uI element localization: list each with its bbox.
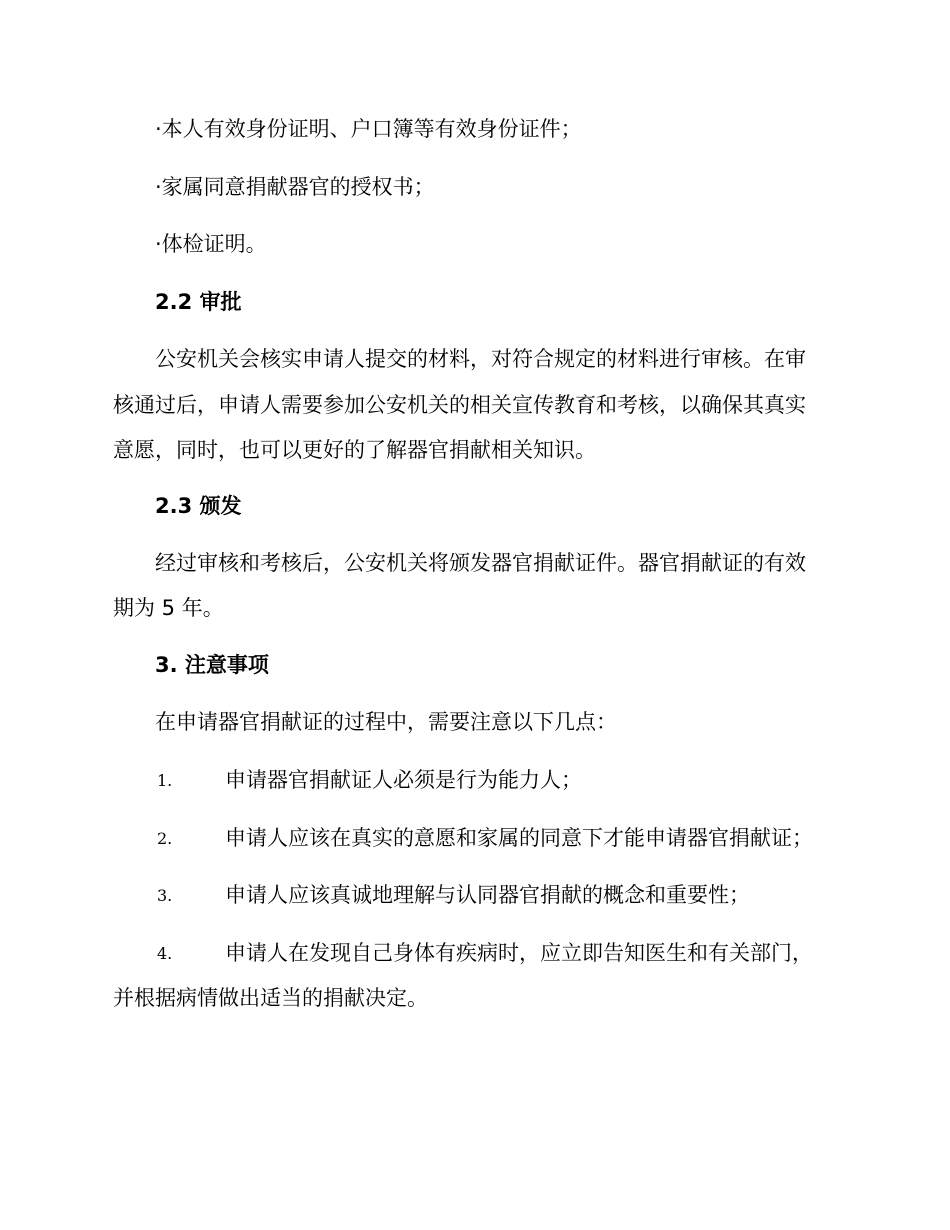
paragraph-2-3-line-1: 经过审核和考核后，公安机关将颁发器官捐献证件。器官捐献证的有效 bbox=[155, 551, 806, 575]
heading-2-2: 2.2 审批 bbox=[155, 290, 242, 314]
paragraph-2-2-line-2: 核通过后，申请人需要参加公安机关的相关宣传教育和考核，以确保其真实 bbox=[113, 393, 806, 417]
list-item-3-text: 申请人应该真诚地理解与认同器官捐献的概念和重要性； bbox=[225, 883, 750, 907]
list-item-1-text: 申请器官捐献证人必须是行为能力人； bbox=[225, 768, 582, 792]
paragraph-2-2-line-3: 意愿，同时，也可以更好的了解器官捐献相关知识。 bbox=[113, 438, 596, 462]
heading-3: 3. 注意事项 bbox=[155, 653, 269, 677]
bullet-family-consent: ·家属同意捐献器官的授权书； bbox=[155, 175, 435, 199]
list-item-3-number: 3. bbox=[157, 886, 173, 905]
list-item-2-text: 申请人应该在真实的意愿和家属的同意下才能申请器官捐献证； bbox=[225, 826, 813, 850]
list-item-4-text: 申请人在发现自己身体有疾病时，应立即告知医生和有关部门， bbox=[225, 941, 813, 965]
bullet-health-check: ·体检证明。 bbox=[155, 232, 267, 256]
heading-2-3: 2.3 颁发 bbox=[155, 494, 242, 518]
list-item-4-number: 4. bbox=[157, 944, 173, 963]
paragraph-2-2-line-1: 公安机关会核实申请人提交的材料，对符合规定的材料进行审核。在审 bbox=[155, 347, 806, 371]
section-3-intro: 在申请器官捐献证的过程中，需要注意以下几点： bbox=[155, 710, 617, 734]
paragraph-2-3-line-2: 期为 5 年。 bbox=[113, 596, 224, 620]
list-item-2-number: 2. bbox=[157, 829, 173, 848]
list-item-4-continuation: 并根据病情做出适当的捐献决定。 bbox=[113, 986, 428, 1010]
list-item-1-number: 1. bbox=[157, 771, 173, 790]
bullet-id-documents: ·本人有效身份证明、户口簿等有效身份证件； bbox=[155, 117, 582, 141]
